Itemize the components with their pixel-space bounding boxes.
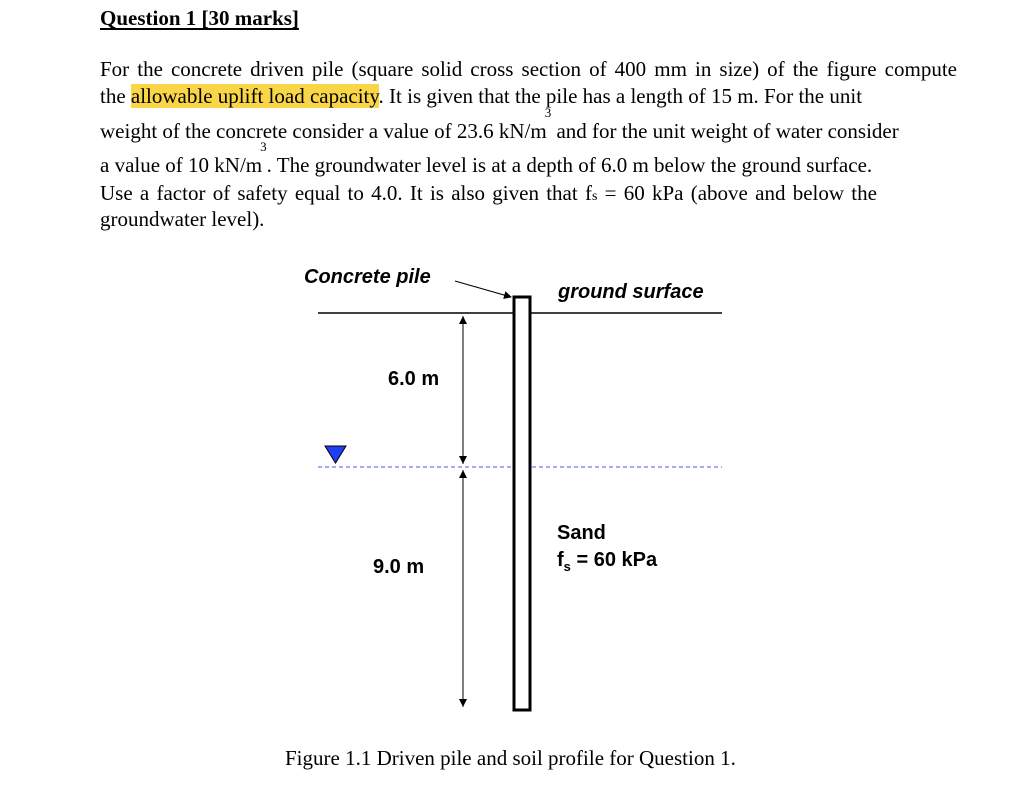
fs-symbol: f [557,549,564,571]
pile-leader-arrow [455,281,511,297]
line-3-post: and for the unit weight of water consider [556,119,899,143]
dimension-arrow-down [459,456,467,464]
dimension-arrow-down [459,699,467,707]
line-4-post: . The groundwater level is at a depth of 6.0 m below the ground surface. [266,153,873,177]
figure-caption: Figure 1.1 Driven pile and soil profile for Question 1. [285,746,736,770]
subscript-s: s [591,189,598,204]
highlighted-phrase: allowable uplift load capacity [130,84,379,108]
line-2-pre: the [100,84,126,108]
line-5-pre: Use a factor of safety equal to 4.0. It is also given that f [100,181,592,205]
fs-value: = 60 kPa [576,549,658,571]
ground-surface-label: ground surface [558,281,704,303]
lower-depth-label: 9.0 m [373,556,425,578]
line-4-pre: a value of 10 kN/m [100,153,263,177]
upper-depth-label: 6.0 m [388,368,440,390]
line-2-post: . It is given that the pile has a length of 15 m. For the unit [378,84,863,108]
soil-type-label: Sand [557,522,606,544]
question-title: Question 1 [30 marks] [100,6,299,30]
skin-friction-label [557,549,657,572]
concrete-pile [514,297,530,710]
superscript-3: 3 [544,105,552,120]
water-table-icon [325,446,346,463]
line-5-post: = 60 kPa (above and below the [604,181,877,205]
fs-subscript: s [563,559,571,574]
dimension-arrow-up [459,316,467,324]
line-6-text: groundwater level). [100,207,265,231]
dimension-arrow-up [459,470,467,478]
concrete-pile-label: Concrete pile [304,266,431,288]
superscript-3: 3 [260,139,267,154]
line-3-pre: weight of the concrete consider a value of 23.6 kN/m [100,119,547,143]
line-1-text: For the concrete driven pile (square solid cross section of 400 mm in size) of the figure compute [100,57,957,81]
